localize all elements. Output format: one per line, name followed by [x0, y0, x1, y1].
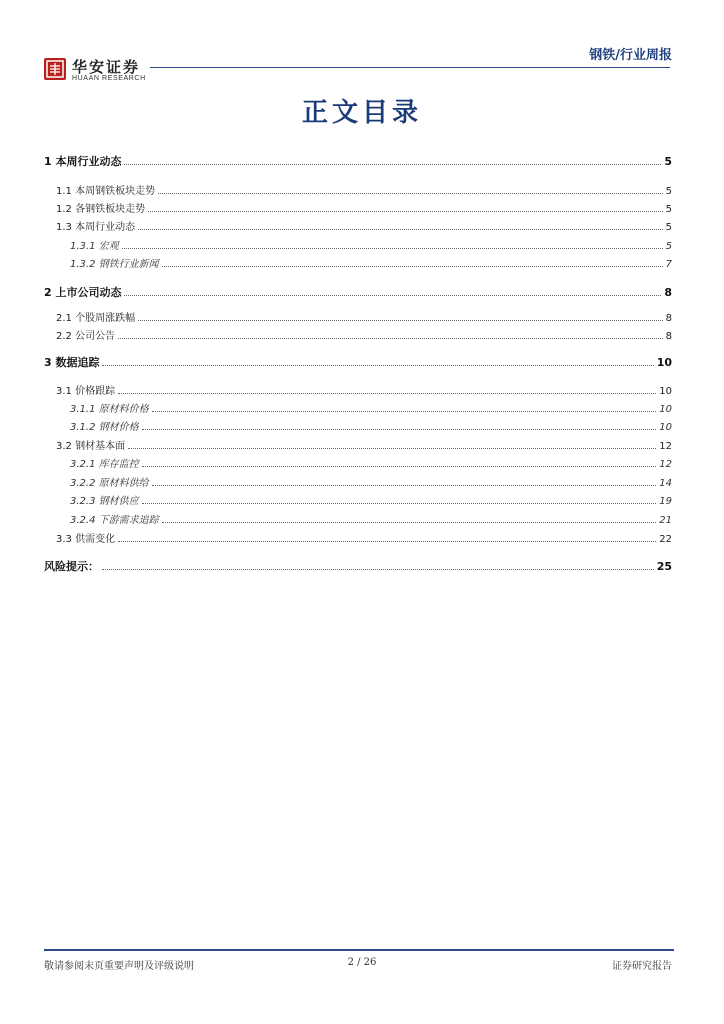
- header-divider: [150, 67, 670, 68]
- footer-page-number: 2 / 26: [347, 957, 377, 968]
- toc-entry-label: 3.1.2 钢材价格: [70, 422, 139, 433]
- toc-dot-leader: [102, 365, 653, 366]
- toc-entry-page: 25: [656, 560, 672, 573]
- toc-entry[interactable]: [70, 474, 672, 489]
- toc-entry-page: 10: [656, 356, 672, 369]
- toc-entry-label: 3 数据追踪: [44, 356, 100, 369]
- toc-entry-label: 2.2 公司公告: [56, 331, 116, 342]
- toc-dot-leader: [118, 541, 656, 542]
- toc-dot-leader: [138, 229, 663, 230]
- toc-entry[interactable]: [70, 455, 672, 470]
- footer-disclaimer: 敬请参阅末页重要声明及评级说明: [44, 961, 194, 972]
- toc-entry-label: 3.2.3 钢材供应: [70, 496, 139, 507]
- toc-entry-label: 1.3.1 宏观: [70, 241, 119, 252]
- toc-entry-page: 5: [665, 222, 672, 233]
- toc-entry-page: 5: [664, 155, 672, 168]
- toc-entry[interactable]: [44, 558, 672, 574]
- toc-entry[interactable]: [56, 530, 672, 545]
- toc-entry-page: 10: [659, 386, 672, 397]
- toc-dot-leader: [118, 393, 656, 394]
- toc-entry[interactable]: [56, 218, 672, 233]
- toc-dot-leader: [102, 569, 654, 570]
- toc-entry-label: 3.2.2 原材料供给: [70, 478, 149, 489]
- toc-dot-leader: [128, 448, 656, 449]
- toc-entry-label: 1 本周行业动态: [44, 155, 122, 168]
- toc-entry-page: 14: [659, 478, 672, 489]
- toc-entry[interactable]: [70, 255, 672, 270]
- toc-dot-leader: [142, 466, 657, 467]
- company-name-en: HUAAN RESEARCH: [72, 75, 146, 82]
- toc-dot-leader: [118, 338, 663, 339]
- toc-entry-label: 3.2.1 库存监控: [70, 459, 139, 470]
- toc-entry-label: 风险提示：: [44, 560, 99, 573]
- toc-dot-leader: [148, 211, 663, 212]
- footer-divider: [44, 949, 674, 951]
- toc-entry[interactable]: [56, 382, 672, 397]
- toc-dot-leader: [162, 266, 663, 267]
- toc-dot-leader: [152, 411, 657, 412]
- toc-entry[interactable]: [44, 284, 672, 300]
- toc-dot-leader: [158, 193, 663, 194]
- toc-entry-page: 12: [659, 459, 672, 470]
- toc-entry-label: 3.1 价格跟踪: [56, 386, 116, 397]
- toc-entry-label: 2 上市公司动态: [44, 286, 122, 299]
- toc-entry[interactable]: [56, 182, 672, 197]
- toc-entry-page: 8: [665, 331, 672, 342]
- toc-dot-leader: [124, 295, 661, 296]
- toc-entry-label: 3.2.4 下游需求追踪: [70, 515, 159, 526]
- toc-entry[interactable]: [70, 511, 672, 526]
- company-name: 华安证券: [72, 58, 141, 76]
- report-type: 钢铁/行业周报: [589, 48, 672, 63]
- toc-entry-page: 19: [659, 496, 672, 507]
- toc-entry-page: 7: [665, 259, 672, 270]
- toc-dot-leader: [138, 320, 663, 321]
- toc-dot-leader: [142, 503, 657, 504]
- toc-entry-page: 22: [659, 534, 672, 545]
- toc-entry[interactable]: [70, 400, 672, 415]
- toc-entry-label: 1.1 本周钢铁板块走势: [56, 186, 156, 197]
- toc-entry-page: 10: [659, 404, 672, 415]
- toc-entry-page: 5: [665, 204, 672, 215]
- toc-dot-leader: [162, 522, 657, 523]
- toc-entry-page: 5: [665, 241, 672, 252]
- toc-entry-page: 8: [665, 313, 672, 324]
- toc-entry-label: 1.3 本周行业动态: [56, 222, 136, 233]
- company-logo-icon: [44, 58, 66, 80]
- toc-dot-leader: [152, 485, 657, 486]
- toc-entry[interactable]: [56, 309, 672, 324]
- footer-doc-type: 证券研究报告: [612, 961, 672, 972]
- toc-entry-label: 1.3.2 钢铁行业新闻: [70, 259, 159, 270]
- toc-dot-leader: [122, 248, 663, 249]
- page-title: 正文目录: [301, 98, 422, 128]
- toc-entry[interactable]: [44, 153, 672, 169]
- toc-entry-page: 21: [659, 515, 672, 526]
- toc-entry[interactable]: [70, 237, 672, 252]
- toc-entry-page: 12: [659, 441, 672, 452]
- toc-dot-leader: [142, 429, 657, 430]
- toc-entry-page: 8: [664, 286, 672, 299]
- toc-entry-label: 3.2 钢材基本面: [56, 441, 126, 452]
- toc-entry[interactable]: [70, 492, 672, 507]
- toc-entry[interactable]: [44, 354, 672, 370]
- toc-entry[interactable]: [56, 437, 672, 452]
- toc-entry-page: 10: [659, 422, 672, 433]
- toc-entry-label: 3.1.1 原材料价格: [70, 404, 149, 415]
- toc-entry[interactable]: [70, 418, 672, 433]
- toc-entry[interactable]: [56, 327, 672, 342]
- toc-entry[interactable]: [56, 200, 672, 215]
- toc-entry-label: 1.2 各钢铁板块走势: [56, 204, 146, 215]
- toc-entry-label: 3.3 供需变化: [56, 534, 116, 545]
- toc-entry-page: 5: [665, 186, 672, 197]
- toc-dot-leader: [124, 164, 661, 165]
- toc-entry-label: 2.1 个股周涨跌幅: [56, 313, 136, 324]
- page-header: [0, 0, 724, 90]
